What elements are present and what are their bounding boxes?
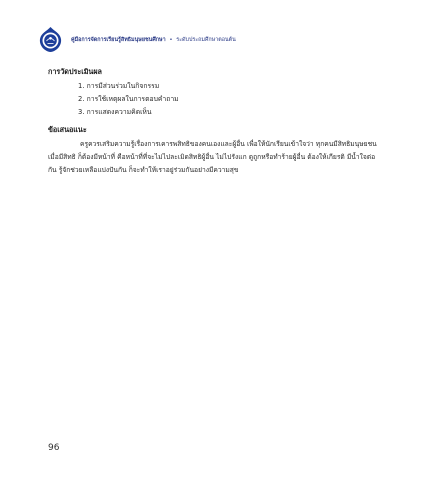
page-header (38, 26, 236, 53)
evaluation-heading: การวัดประเมินผล (48, 67, 102, 76)
list-item: 1. การมีส่วนร่วมในกิจกรรม (78, 82, 160, 90)
header-subtitle: ระดับประถมศึกษาตอนต้น (176, 37, 236, 44)
evaluation-list (48, 80, 378, 119)
header-separator: • (169, 37, 173, 44)
list-item: 2. การใช้เหตุผลในการตอบคำถาม (78, 95, 179, 103)
header-title: คู่มือการจัดการเรียนรู้สิทธิมนุษยชนศึกษา (71, 37, 166, 44)
page-content (48, 67, 378, 177)
suggestions-paragraph: ครูควรเสริมความรู้เรื่องการเคารพสิทธิของคนเองและผู้อื่น เพื่อให้นักเรียนเข้าใจว่า ทุกคนมีสิทธิมนุษยชน เมื่อมีสิทธิ ก็ต้องมีหน้าที่ คือหน้าที่ที่จะไม่ไปละเมิดสิทธิผู้อื่น ไม่ไปรังแก ดูถูกหรือทำร้ายผู้อื่น ต้องให้เกียรติ มีน้ำใจต่อกัน รู้จักช่วยเหลือแบ่งปันกัน ก็จะทำให้เราอยู่ร่วมกันอย่างมีความสุข (48, 140, 377, 174)
emblem-logo-icon (38, 26, 63, 53)
header-text (71, 38, 236, 43)
suggestions-heading: ข้อเสนอแนะ (48, 125, 87, 134)
list-item: 3. การแสดงความคิดเห็น (78, 108, 152, 116)
page-number: 96 (48, 443, 60, 453)
